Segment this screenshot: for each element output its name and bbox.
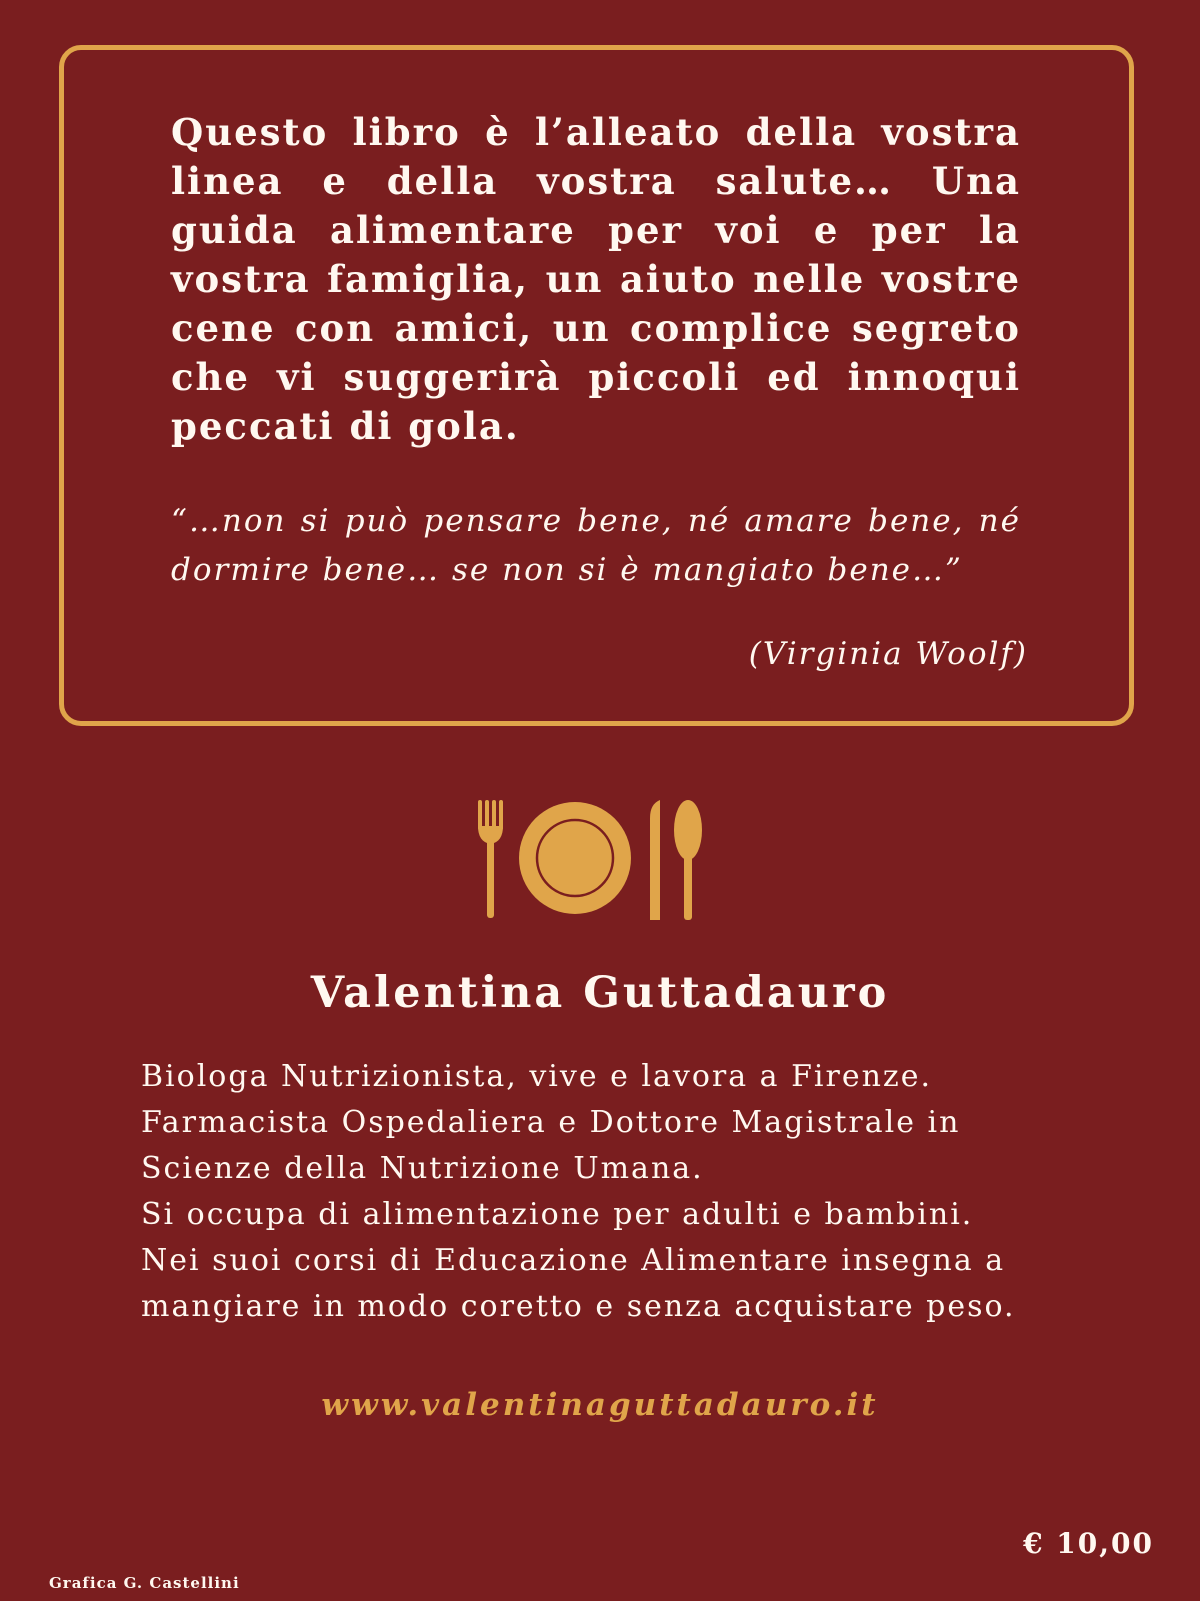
bio-line: Si occupa di alimentazione per adulti e bambini.	[141, 1197, 974, 1232]
quote-author: (Virginia Woolf)	[748, 636, 1028, 672]
bio-line: Farmacista Ospedaliera e Dottore Magistrale in	[141, 1105, 961, 1140]
website-url: www.valentinaguttadauro.it	[321, 1387, 879, 1423]
bio-line: Scienze della Nutrizione Umana.	[141, 1151, 704, 1186]
book-blurb: Questo libro è l’alleato della vostra linea e della vostra salute… Una guida alimentare per voi e per la vostra famiglia, un aiuto nelle vostre cene con amici, un complice segreto che vi suggerirà piccoli ed innoqui peccati di gola.	[171, 110, 1021, 448]
author-name: Valentina Guttadauro	[310, 968, 890, 1018]
quote-text: “…non si può pensare bene, né amare bene, né dormire bene… se non si è mangiato bene…”	[171, 503, 1021, 588]
design-credits: Grafica G. Castellini	[49, 1574, 240, 1592]
bio-line: mangiare in modo coretto e senza acquistare peso.	[141, 1289, 1016, 1324]
bio-line: Biologa Nutrizionista, vive e lavora a Firenze.	[141, 1059, 933, 1094]
bio-line: Nei suoi corsi di Educazione Alimentare insegna a	[141, 1243, 1006, 1278]
fork-plate-knife-spoon-icon	[478, 800, 718, 920]
author-bio	[141, 1054, 1061, 1330]
price-label: € 10,00	[1023, 1527, 1154, 1560]
